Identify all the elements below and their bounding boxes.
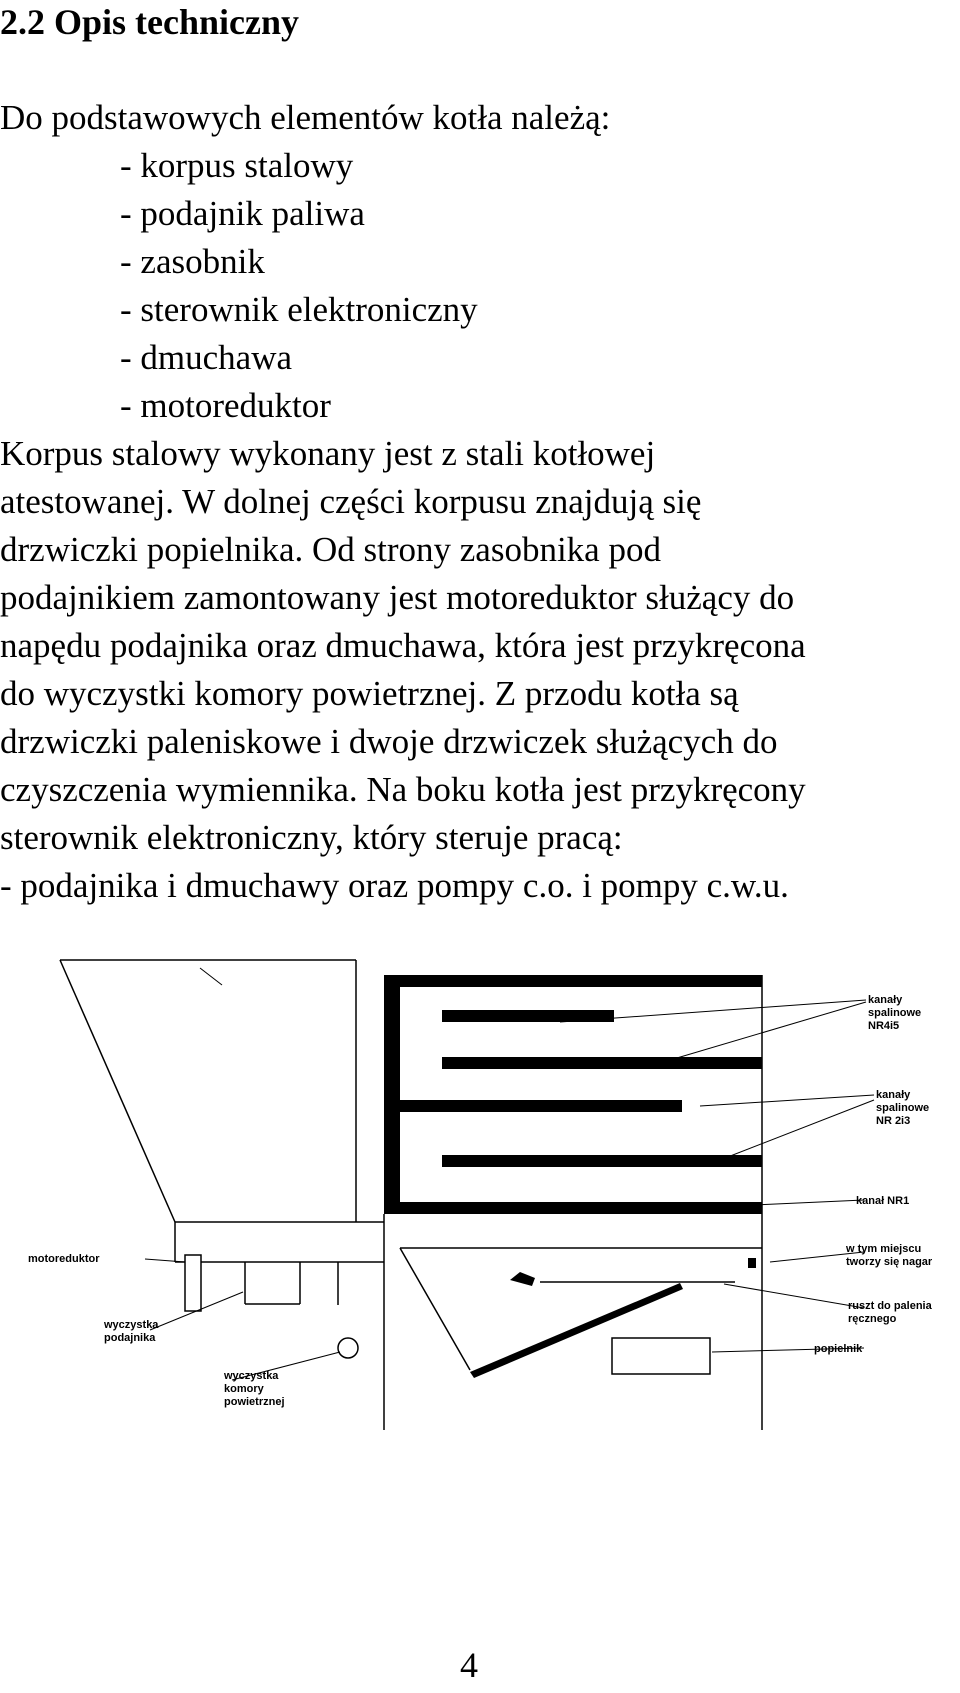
paragraph-line: do wyczystki komory powietrznej. Z przodu kotła są bbox=[0, 674, 739, 713]
label-ruszt: ręcznego bbox=[848, 1313, 897, 1325]
paragraph-line: napędu podajnika oraz dmuchawa, która jest przykręcona bbox=[0, 626, 806, 665]
label-nagar: tworzy się nagar bbox=[846, 1256, 933, 1268]
boiler-diagram bbox=[0, 950, 960, 1430]
label-wyczystka-podajnika: podajnika bbox=[104, 1332, 156, 1344]
label-wyczystka-komory: wyczystka bbox=[224, 1370, 279, 1382]
list-item: - sterownik elektroniczny bbox=[120, 290, 478, 329]
list-item: - zasobnik bbox=[120, 242, 265, 281]
page-number: 4 bbox=[460, 1645, 478, 1685]
feeder-assembly bbox=[175, 1222, 384, 1305]
section-heading: 2.2 Opis techniczny bbox=[0, 2, 300, 42]
label-kanaly-nr45: kanały bbox=[868, 994, 903, 1006]
label-wyczystka-komory: powietrznej bbox=[224, 1396, 285, 1408]
label-kanaly-nr23: spalinowe bbox=[876, 1102, 930, 1114]
label-kanaly-nr23: kanały bbox=[876, 1089, 911, 1101]
label-kanal-nr1: kanał NR1 bbox=[856, 1195, 910, 1207]
paragraph-line: sterownik elektroniczny, który steruje pracą: bbox=[0, 818, 623, 857]
label-wyczystka-komory: komory bbox=[224, 1383, 264, 1395]
paragraph-line: Korpus stalowy wykonany jest z stali kotłowej bbox=[0, 434, 656, 473]
paragraph-line: podajnikiem zamontowany jest motoreduktor służący do bbox=[0, 578, 795, 617]
diagram-labels bbox=[28, 994, 933, 1408]
label-ruszt: ruszt do palenia bbox=[848, 1300, 932, 1312]
motoreduktor-box bbox=[185, 1255, 201, 1311]
label-kanaly-nr23: NR 2i3 bbox=[876, 1115, 911, 1127]
ash-drawer bbox=[612, 1338, 710, 1374]
label-kanaly-nr45: spalinowe bbox=[868, 1007, 922, 1019]
list-item: - korpus stalowy bbox=[120, 146, 354, 185]
paragraph-line: - podajnika i dmuchawy oraz pompy c.o. i pompy c.w.u. bbox=[0, 866, 789, 905]
door-marker bbox=[748, 1258, 756, 1268]
air-chamber-cleanout bbox=[338, 1338, 358, 1358]
intro-line: Do podstawowych elementów kotła należą: bbox=[0, 98, 611, 137]
label-wyczystka-podajnika: wyczystka bbox=[104, 1319, 159, 1331]
label-nagar: w tym miejscu bbox=[846, 1243, 922, 1255]
flue-baffles bbox=[400, 1010, 762, 1167]
hopper-outline bbox=[60, 960, 384, 1222]
label-popielnik: popielnik bbox=[814, 1343, 863, 1355]
hopper-lid-mark bbox=[200, 968, 222, 985]
burner-head bbox=[510, 1272, 535, 1286]
label-kanaly-nr45: NR4i5 bbox=[868, 1020, 900, 1032]
paragraph-line: drzwiczki popielnika. Od strony zasobnika pod bbox=[0, 530, 661, 569]
list-item: - motoreduktor bbox=[120, 386, 331, 425]
paragraph-line: czyszczenia wymiennika. Na boku kotła jest przykręcony bbox=[0, 770, 806, 809]
label-motoreduktor: motoreduktor bbox=[28, 1253, 100, 1265]
list-item: - podajnik paliwa bbox=[120, 194, 365, 233]
paragraph-line: drzwiczki paleniskowe i dwoje drzwiczek służących do bbox=[0, 722, 778, 761]
paragraph-line: atestowanej. W dolnej części korpusu znajdują się bbox=[0, 482, 702, 521]
list-item: - dmuchawa bbox=[120, 338, 293, 377]
